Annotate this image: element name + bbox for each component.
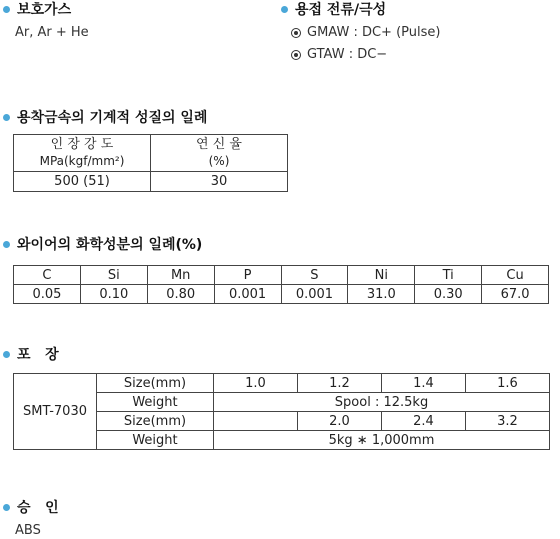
radio-dot-icon bbox=[291, 28, 301, 38]
size-cell: 1.6 bbox=[466, 374, 550, 393]
chemical-title: 와이어의 화학성분의 일례(%) bbox=[17, 237, 203, 253]
bullet-icon bbox=[3, 6, 10, 13]
size-cell: 1.0 bbox=[214, 374, 298, 393]
chem-header-cell: Ti bbox=[415, 266, 482, 285]
product-name: SMT-7030 bbox=[14, 374, 97, 450]
mechanical-title: 용착금속의 기계적 성질의 일례 bbox=[17, 110, 208, 126]
size-cell bbox=[214, 412, 298, 431]
chem-value-cell: 0.10 bbox=[80, 285, 147, 304]
size-cell: 1.2 bbox=[298, 374, 382, 393]
chem-header-cell: Ni bbox=[348, 266, 415, 285]
chemical-heading bbox=[3, 234, 202, 254]
elongation-header bbox=[151, 135, 288, 172]
elongation-value: 30 bbox=[151, 172, 288, 192]
chem-header-cell: Mn bbox=[147, 266, 214, 285]
radio-dot-icon bbox=[291, 50, 301, 60]
mechanical-table bbox=[13, 134, 288, 192]
weight-value: 5kg ∗ 1,000mm bbox=[214, 431, 550, 450]
chem-header-cell: Si bbox=[80, 266, 147, 285]
packaging-table bbox=[13, 373, 550, 450]
current-option-gmaw bbox=[291, 25, 440, 40]
chem-header-cell: C bbox=[14, 266, 81, 285]
approval-heading bbox=[3, 497, 59, 517]
packaging-title: 포 장 bbox=[17, 347, 59, 363]
chemical-table bbox=[13, 265, 549, 304]
bullet-icon bbox=[281, 6, 288, 13]
current-option-label: GTAW : DC− bbox=[307, 47, 388, 62]
welding-current-heading bbox=[281, 0, 386, 19]
chem-value-cell: 0.001 bbox=[281, 285, 348, 304]
size-label: Size(mm) bbox=[97, 412, 214, 431]
size-label: Size(mm) bbox=[97, 374, 214, 393]
tensile-unit: MPa(kgf/mm²) bbox=[39, 154, 125, 168]
shielding-gas-title: 보호가스 bbox=[17, 2, 72, 18]
tensile-label: 인 장 강 도 bbox=[50, 137, 114, 152]
elongation-unit: (%) bbox=[208, 154, 230, 168]
bullet-icon bbox=[3, 504, 10, 511]
current-option-gtaw bbox=[291, 47, 387, 62]
packaging-heading bbox=[3, 344, 59, 364]
chem-value-cell: 0.30 bbox=[415, 285, 482, 304]
approval-title: 승 인 bbox=[17, 500, 59, 516]
chem-value-cell: 0.001 bbox=[214, 285, 281, 304]
bullet-icon bbox=[3, 241, 10, 248]
bullet-icon bbox=[3, 351, 10, 358]
weight-value: Spool : 12.5kg bbox=[214, 393, 550, 412]
size-cell: 3.2 bbox=[466, 412, 550, 431]
shielding-gas-heading bbox=[3, 0, 71, 19]
shielding-gas-value: Ar, Ar + He bbox=[15, 25, 89, 40]
chem-header-cell: S bbox=[281, 266, 348, 285]
tensile-value: 500 (51) bbox=[14, 172, 151, 192]
chem-value-cell: 67.0 bbox=[482, 285, 549, 304]
chem-value-cell: 0.05 bbox=[14, 285, 81, 304]
chem-header-cell: Cu bbox=[482, 266, 549, 285]
chem-value-cell: 31.0 bbox=[348, 285, 415, 304]
welding-current-title: 용접 전류/극성 bbox=[295, 2, 387, 18]
weight-label: Weight bbox=[97, 393, 214, 412]
current-option-label: GMAW : DC+ (Pulse) bbox=[307, 25, 441, 40]
size-cell: 1.4 bbox=[382, 374, 466, 393]
weight-label: Weight bbox=[97, 431, 214, 450]
size-cell: 2.4 bbox=[382, 412, 466, 431]
mechanical-heading bbox=[3, 107, 207, 127]
approval-value: ABS bbox=[15, 523, 41, 538]
tensile-header bbox=[14, 135, 151, 172]
bullet-icon bbox=[3, 114, 10, 121]
chem-value-cell: 0.80 bbox=[147, 285, 214, 304]
chem-header-cell: P bbox=[214, 266, 281, 285]
size-cell: 2.0 bbox=[298, 412, 382, 431]
elongation-label: 연 신 율 bbox=[196, 137, 242, 152]
